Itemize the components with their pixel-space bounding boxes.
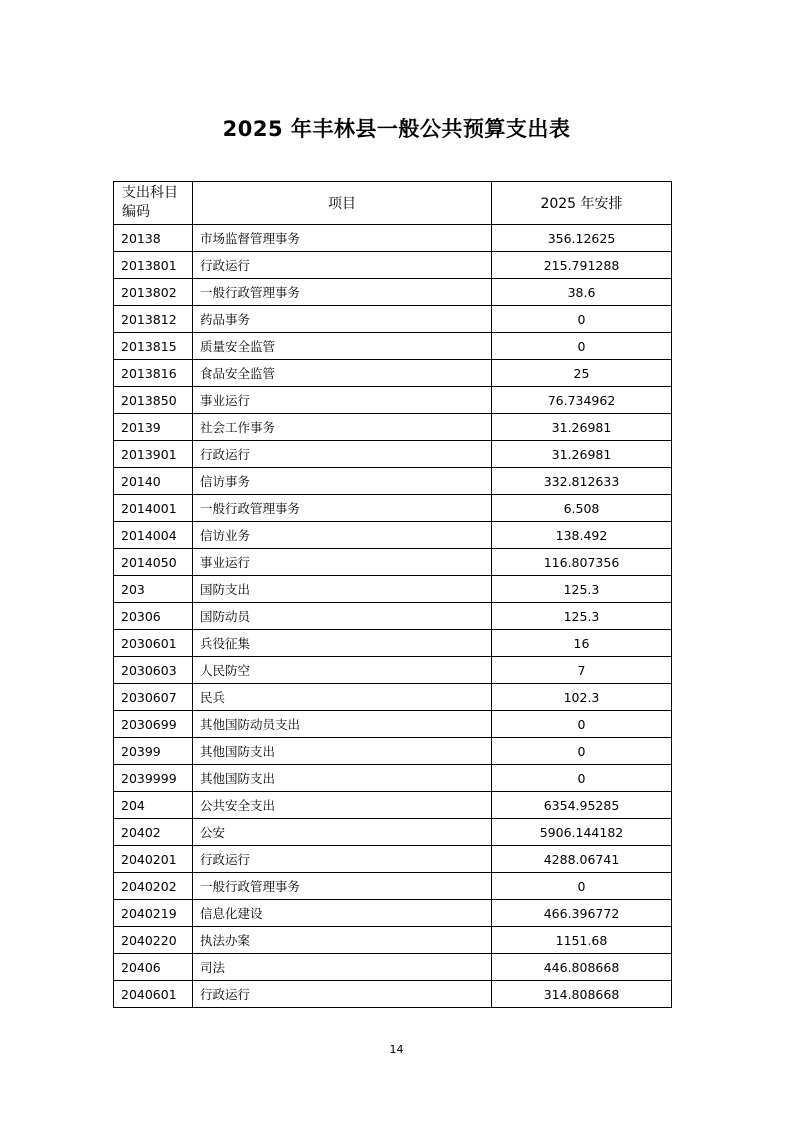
table-row <box>114 738 672 765</box>
cell-amount: 1151.68 <box>492 927 672 954</box>
table-row <box>114 252 672 279</box>
cell-amount: 76.734962 <box>492 387 672 414</box>
cell-code: 20140 <box>114 468 193 495</box>
cell-code: 2014004 <box>114 522 193 549</box>
cell-amount: 314.808668 <box>492 981 672 1008</box>
cell-code: 20399 <box>114 738 193 765</box>
cell-item: 行政运行 <box>193 252 492 279</box>
table-row <box>114 576 672 603</box>
cell-item: 行政运行 <box>193 441 492 468</box>
cell-amount: 6.508 <box>492 495 672 522</box>
cell-code: 2013901 <box>114 441 193 468</box>
cell-code: 2013802 <box>114 279 193 306</box>
table-row <box>114 765 672 792</box>
cell-item: 司法 <box>193 954 492 981</box>
cell-amount: 16 <box>492 630 672 657</box>
cell-amount: 466.396772 <box>492 900 672 927</box>
cell-code: 2030603 <box>114 657 193 684</box>
cell-amount: 31.26981 <box>492 441 672 468</box>
cell-amount: 0 <box>492 873 672 900</box>
header-code: 支出科目编码 <box>114 182 193 225</box>
cell-item: 社会工作事务 <box>193 414 492 441</box>
cell-amount: 356.12625 <box>492 225 672 252</box>
cell-amount: 125.3 <box>492 576 672 603</box>
cell-code: 2040220 <box>114 927 193 954</box>
table-row <box>114 495 672 522</box>
cell-item: 其他国防动员支出 <box>193 711 492 738</box>
table-row <box>114 927 672 954</box>
cell-amount: 138.492 <box>492 522 672 549</box>
cell-code: 2039999 <box>114 765 193 792</box>
cell-amount: 6354.95285 <box>492 792 672 819</box>
cell-item: 执法办案 <box>193 927 492 954</box>
cell-code: 2030699 <box>114 711 193 738</box>
cell-item: 事业运行 <box>193 387 492 414</box>
cell-code: 20406 <box>114 954 193 981</box>
cell-item: 信访业务 <box>193 522 492 549</box>
cell-code: 203 <box>114 576 193 603</box>
table-row <box>114 306 672 333</box>
cell-item: 药品事务 <box>193 306 492 333</box>
table-row <box>114 387 672 414</box>
cell-item: 其他国防支出 <box>193 765 492 792</box>
cell-amount: 116.807356 <box>492 549 672 576</box>
cell-item: 公安 <box>193 819 492 846</box>
cell-item: 市场监督管理事务 <box>193 225 492 252</box>
table-row <box>114 279 672 306</box>
table-row <box>114 846 672 873</box>
cell-item: 行政运行 <box>193 981 492 1008</box>
cell-code: 2040201 <box>114 846 193 873</box>
cell-code: 2030607 <box>114 684 193 711</box>
cell-item: 信访事务 <box>193 468 492 495</box>
table-row <box>114 873 672 900</box>
cell-item: 行政运行 <box>193 846 492 873</box>
cell-code: 2040202 <box>114 873 193 900</box>
cell-code: 204 <box>114 792 193 819</box>
cell-item: 民兵 <box>193 684 492 711</box>
cell-item: 一般行政管理事务 <box>193 873 492 900</box>
cell-code: 2040219 <box>114 900 193 927</box>
table-row <box>114 468 672 495</box>
table-row <box>114 792 672 819</box>
cell-amount: 125.3 <box>492 603 672 630</box>
cell-item: 国防支出 <box>193 576 492 603</box>
cell-item: 国防动员 <box>193 603 492 630</box>
table-row <box>114 900 672 927</box>
cell-item: 食品安全监管 <box>193 360 492 387</box>
cell-amount: 0 <box>492 333 672 360</box>
cell-amount: 215.791288 <box>492 252 672 279</box>
cell-item: 公共安全支出 <box>193 792 492 819</box>
cell-amount: 0 <box>492 765 672 792</box>
cell-amount: 38.6 <box>492 279 672 306</box>
table-row <box>114 711 672 738</box>
table-row <box>114 360 672 387</box>
cell-amount: 446.808668 <box>492 954 672 981</box>
cell-amount: 332.812633 <box>492 468 672 495</box>
cell-code: 2014001 <box>114 495 193 522</box>
cell-amount: 31.26981 <box>492 414 672 441</box>
cell-code: 20306 <box>114 603 193 630</box>
cell-code: 2040601 <box>114 981 193 1008</box>
cell-amount: 0 <box>492 711 672 738</box>
table-row <box>114 603 672 630</box>
table-row <box>114 333 672 360</box>
cell-code: 20138 <box>114 225 193 252</box>
table-row <box>114 954 672 981</box>
table-row <box>114 225 672 252</box>
document-title: 2025 年丰林县一般公共预算支出表 <box>222 117 571 141</box>
cell-code: 2014050 <box>114 549 193 576</box>
cell-item: 质量安全监管 <box>193 333 492 360</box>
header-amount: 2025 年安排 <box>492 182 672 225</box>
cell-item: 人民防空 <box>193 657 492 684</box>
table-body <box>114 225 672 1008</box>
cell-code: 2013801 <box>114 252 193 279</box>
cell-code: 2013812 <box>114 306 193 333</box>
cell-amount: 25 <box>492 360 672 387</box>
cell-item: 兵役征集 <box>193 630 492 657</box>
cell-code: 20139 <box>114 414 193 441</box>
cell-item: 一般行政管理事务 <box>193 279 492 306</box>
table-row <box>114 657 672 684</box>
cell-code: 2013816 <box>114 360 193 387</box>
cell-code: 2013815 <box>114 333 193 360</box>
table-row <box>114 630 672 657</box>
cell-amount: 7 <box>492 657 672 684</box>
table-row <box>114 819 672 846</box>
cell-amount: 102.3 <box>492 684 672 711</box>
cell-item: 其他国防支出 <box>193 738 492 765</box>
cell-code: 2030601 <box>114 630 193 657</box>
cell-code: 20402 <box>114 819 193 846</box>
table-row <box>114 522 672 549</box>
cell-item: 事业运行 <box>193 549 492 576</box>
cell-amount: 0 <box>492 306 672 333</box>
table-row <box>114 684 672 711</box>
cell-amount: 0 <box>492 738 672 765</box>
table-row <box>114 549 672 576</box>
table-row <box>114 414 672 441</box>
page-number: 14 <box>389 1043 404 1056</box>
cell-amount: 5906.144182 <box>492 819 672 846</box>
cell-amount: 4288.06741 <box>492 846 672 873</box>
cell-item: 一般行政管理事务 <box>193 495 492 522</box>
table-row <box>114 981 672 1008</box>
cell-item: 信息化建设 <box>193 900 492 927</box>
table-row <box>114 441 672 468</box>
budget-table <box>113 181 672 1008</box>
header-item: 项目 <box>193 182 492 225</box>
table-header-row <box>114 182 672 225</box>
cell-code: 2013850 <box>114 387 193 414</box>
